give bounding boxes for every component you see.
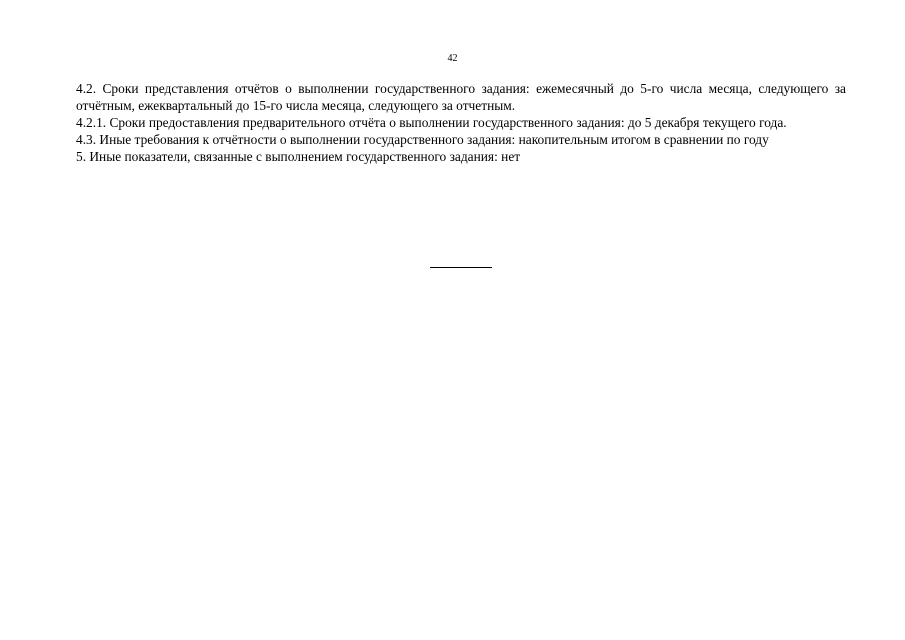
paragraph-5: 5. Иные показатели, связанные с выполнением государственного задания: нет <box>76 149 521 164</box>
paragraph-4-2-1: 4.2.1. Сроки предоставления предварительного отчёта о выполнении государственного задания: до 5 декабря текущего года. <box>76 115 787 130</box>
paragraph-4-2: 4.2. Сроки представления отчётов о выполнении государственного задания: ежемесячный до 5-го числа месяца, следующего за отчётным, ежеквартальный до 15-го числа месяца, следующего за отчетным. <box>76 81 846 113</box>
end-of-section-divider <box>430 267 492 268</box>
page-number: 42 <box>447 53 458 64</box>
paragraph-4-3: 4.3. Иные требования к отчётности о выполнении государственного задания: накопительным итогом в сравнении по году <box>76 132 769 147</box>
document-body <box>76 80 846 165</box>
